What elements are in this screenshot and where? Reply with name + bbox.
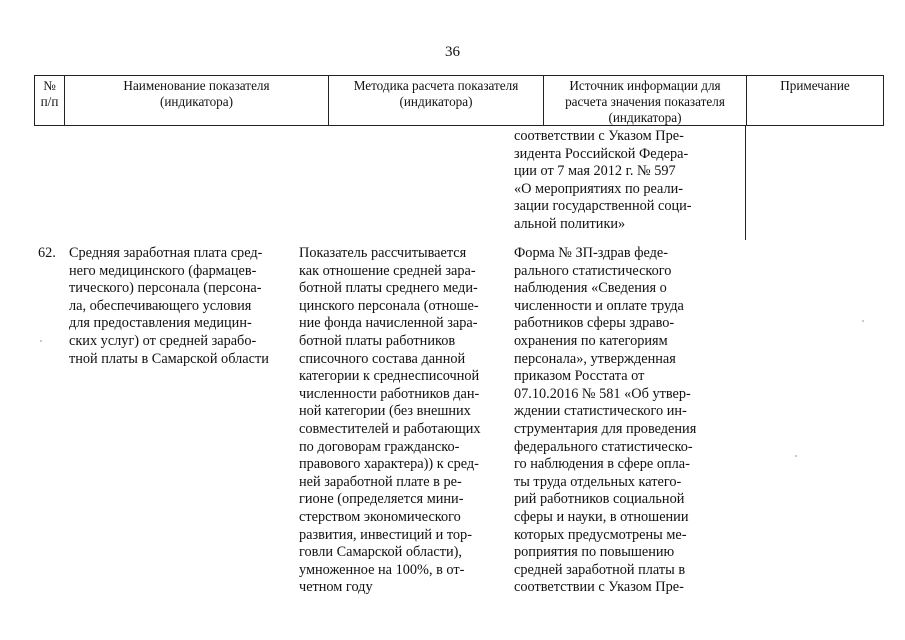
text-line: «О мероприятиях по реали- <box>514 180 684 197</box>
text-line: умноженное на 100%, в от- <box>299 561 465 578</box>
text-line: ла, обеспечивающего условия <box>69 297 252 314</box>
text-line: работников сферы здраво- <box>514 315 675 332</box>
text-line: численности работников дан- <box>299 385 480 402</box>
text-line: 07.10.2016 № 581 «Об утвер- <box>514 385 691 402</box>
header-calculation-method-line: (индикатора) <box>399 94 473 109</box>
text-line: зации государственной соци- <box>514 198 692 215</box>
header-information-source-line: Источник информации для <box>569 78 721 93</box>
text-line: совместителей и работающих <box>299 420 481 437</box>
header-information-source <box>544 76 747 125</box>
text-line: развития, инвестиций и тор- <box>299 526 472 543</box>
header-note <box>747 76 883 125</box>
text-line: четном году <box>299 579 373 596</box>
text-line: ние фонда начисленной зара- <box>299 315 478 332</box>
table-header-row <box>34 75 884 126</box>
text-line: го наблюдения в сфере опла- <box>514 456 690 473</box>
text-line: ты труда отдельных катего- <box>514 473 682 490</box>
text-line: роприятия по повышению <box>514 544 675 561</box>
text-line: ции от 7 мая 2012 г. № 597 <box>514 163 676 180</box>
text-line: ней заработной плате в ре- <box>299 473 462 490</box>
text-line: ботной платы среднего меди- <box>299 280 478 297</box>
header-calculation-method-line: Методика расчета показателя <box>353 78 519 93</box>
text-line: говли Самарской области), <box>299 544 462 561</box>
text-line: тной платы в Самарской области <box>69 350 269 367</box>
header-note-line: Примечание <box>780 78 850 93</box>
text-line: ждении статистического ин- <box>514 403 687 420</box>
text-line: струментария для проведения <box>514 420 697 437</box>
text-line: Средняя заработная плата сред- <box>69 245 263 261</box>
text-line: него медицинского (фармацев- <box>69 262 257 279</box>
indicators-table <box>34 75 884 126</box>
text-line: списочного состава данной <box>299 350 466 367</box>
continued-source-cell <box>514 128 711 234</box>
page-number: 36 <box>445 44 460 60</box>
text-line: средней заработной платы в <box>514 561 686 578</box>
text-line: зидента Российской Федера- <box>514 145 689 162</box>
text-line: по договорам гражданско- <box>299 438 460 455</box>
text-line: сферы и науки, в отношении <box>514 508 689 525</box>
text-line: цинского персонала (отноше- <box>299 297 479 314</box>
text-line: федерального статистическо- <box>514 438 693 455</box>
text-line: рий работников социальной <box>514 491 685 508</box>
header-indicator-name <box>65 76 329 125</box>
information-source-cell <box>514 245 711 597</box>
header-indicator-name-line: (индикатора) <box>159 94 233 109</box>
text-line: рального статистического <box>514 262 672 279</box>
header-number-line: № <box>43 78 56 93</box>
text-line: стерством экономического <box>299 508 461 525</box>
text-line: альной политики» <box>514 215 626 232</box>
text-line: как отношение средней зара- <box>299 262 476 279</box>
text-line: тического) персонала (персона- <box>69 280 262 297</box>
header-information-source-line: (индикатора) <box>608 110 682 125</box>
text-line: для предоставления медицин- <box>69 315 252 332</box>
text-line: приказом Росстата от <box>514 368 645 385</box>
text-line: ских услуг) от средней зарабо- <box>69 332 257 349</box>
column-divider <box>745 125 746 240</box>
text-line: Форма № ЗП-здрав феде- <box>514 245 668 261</box>
text-line: категории к среднесписочной <box>299 368 480 385</box>
text-line: ной категории (без внешних <box>299 403 471 420</box>
text-line: численности и оплате труда <box>514 297 684 314</box>
header-number <box>35 76 65 125</box>
scan-speck <box>795 455 797 457</box>
text-line: наблюдения «Сведения о <box>514 280 667 297</box>
text-line: гионе (определяется мини- <box>299 491 464 508</box>
text-line: Показатель рассчитывается <box>299 245 467 261</box>
text-line: соответствии с Указом Пре- <box>514 128 684 144</box>
scan-speck <box>862 320 864 322</box>
indicator-name-cell <box>69 245 287 368</box>
text-line: правового характера)) к сред- <box>299 456 479 473</box>
text-line: охранения по категориям <box>514 332 668 349</box>
text-line: ботной платы работников <box>299 332 456 349</box>
text-line: которых предусмотрены ме- <box>514 526 687 543</box>
row-number: 62. <box>38 245 56 261</box>
header-information-source-line: расчета значения показателя <box>565 94 725 109</box>
header-indicator-name-line: Наименование показателя <box>123 78 270 93</box>
text-line: персонала», утвержденная <box>514 350 676 367</box>
header-number-line: п/п <box>40 94 59 109</box>
calculation-method-cell <box>299 245 505 597</box>
text-line: соответствии с Указом Пре- <box>514 579 684 596</box>
scan-speck <box>40 340 42 342</box>
header-calculation-method <box>329 76 544 125</box>
